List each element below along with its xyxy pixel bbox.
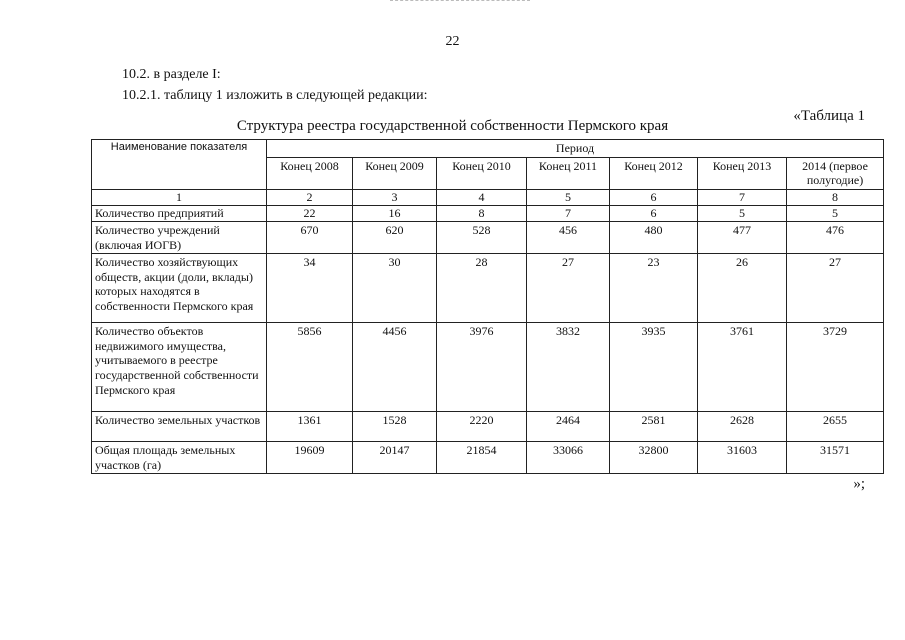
cell-value: 5 (787, 205, 884, 221)
row-label: Количество объектов недвижимого имущества, учитываемого в реестре государственной собственности Пермского края (92, 323, 267, 412)
cell-value: 670 (267, 221, 353, 253)
column-number: 4 (437, 189, 527, 205)
cell-value: 8 (437, 205, 527, 221)
cell-value: 456 (527, 221, 610, 253)
cell-value: 23 (610, 254, 698, 323)
cell-value: 3729 (787, 323, 884, 412)
row-label: Количество хозяйствующих обществ, акции (доли, вклады) которых находятся в собственности Пермского края (92, 254, 267, 323)
row-label: Общая площадь земельных участков (га) (92, 442, 267, 474)
header-year: Конец 2009 (353, 157, 437, 189)
table-row (92, 412, 884, 442)
registry-table (91, 139, 884, 474)
cell-value: 16 (353, 205, 437, 221)
cell-value: 3976 (437, 323, 527, 412)
cell-value: 33066 (527, 442, 610, 474)
cell-value: 480 (610, 221, 698, 253)
cell-value: 3935 (610, 323, 698, 412)
table-row (92, 254, 884, 323)
header-year: Конец 2012 (610, 157, 698, 189)
cell-value: 5856 (267, 323, 353, 412)
cell-value: 34 (267, 254, 353, 323)
cell-value: 2220 (437, 412, 527, 442)
table-reference: «Таблица 1 (793, 108, 865, 124)
cell-value: 21854 (437, 442, 527, 474)
header-year: Конец 2011 (527, 157, 610, 189)
cell-value: 2464 (527, 412, 610, 442)
cell-value: 7 (527, 205, 610, 221)
cell-value: 3761 (698, 323, 787, 412)
table-row (92, 323, 884, 412)
cell-value: 30 (353, 254, 437, 323)
cell-value: 1361 (267, 412, 353, 442)
row-label: Количество земельных участков (92, 412, 267, 442)
header-year: 2014 (первое полугодие) (787, 157, 884, 189)
table-title: Структура реестра государственной собственности Пермского края (236, 118, 669, 134)
cell-value: 620 (353, 221, 437, 253)
row-label: Количество учреждений (включая ИОГВ) (92, 221, 267, 253)
column-number-row (92, 189, 884, 205)
cell-value: 2628 (698, 412, 787, 442)
cell-value: 28 (437, 254, 527, 323)
cell-value: 31571 (787, 442, 884, 474)
instruction-section: 10.2. в разделе I: (122, 67, 221, 82)
table-row (92, 205, 884, 221)
cell-value: 20147 (353, 442, 437, 474)
column-number: 2 (267, 189, 353, 205)
header-indicator-name: Наименование показателя (92, 140, 267, 190)
header-year: Конец 2013 (698, 157, 787, 189)
cell-value: 32800 (610, 442, 698, 474)
page-number: 22 (445, 34, 460, 49)
top-divider (390, 0, 530, 1)
cell-value: 19609 (267, 442, 353, 474)
column-number: 6 (610, 189, 698, 205)
cell-value: 27 (527, 254, 610, 323)
header-year: Конец 2008 (267, 157, 353, 189)
cell-value: 477 (698, 221, 787, 253)
column-number: 8 (787, 189, 884, 205)
cell-value: 2655 (787, 412, 884, 442)
cell-value: 22 (267, 205, 353, 221)
column-number: 5 (527, 189, 610, 205)
column-number: 7 (698, 189, 787, 205)
column-number: 1 (92, 189, 267, 205)
cell-value: 528 (437, 221, 527, 253)
cell-value: 5 (698, 205, 787, 221)
header-year: Конец 2010 (437, 157, 527, 189)
cell-value: 31603 (698, 442, 787, 474)
column-number: 3 (353, 189, 437, 205)
header-period: Период (267, 140, 884, 158)
cell-value: 6 (610, 205, 698, 221)
instruction-table: 10.2.1. таблицу 1 изложить в следующей редакции: (122, 88, 428, 103)
cell-value: 2581 (610, 412, 698, 442)
cell-value: 3832 (527, 323, 610, 412)
cell-value: 4456 (353, 323, 437, 412)
closing-quote: »; (853, 476, 865, 492)
cell-value: 26 (698, 254, 787, 323)
cell-value: 27 (787, 254, 884, 323)
cell-value: 1528 (353, 412, 437, 442)
cell-value: 476 (787, 221, 884, 253)
row-label: Количество предприятий (92, 205, 267, 221)
table-row (92, 442, 884, 474)
table-row (92, 221, 884, 253)
